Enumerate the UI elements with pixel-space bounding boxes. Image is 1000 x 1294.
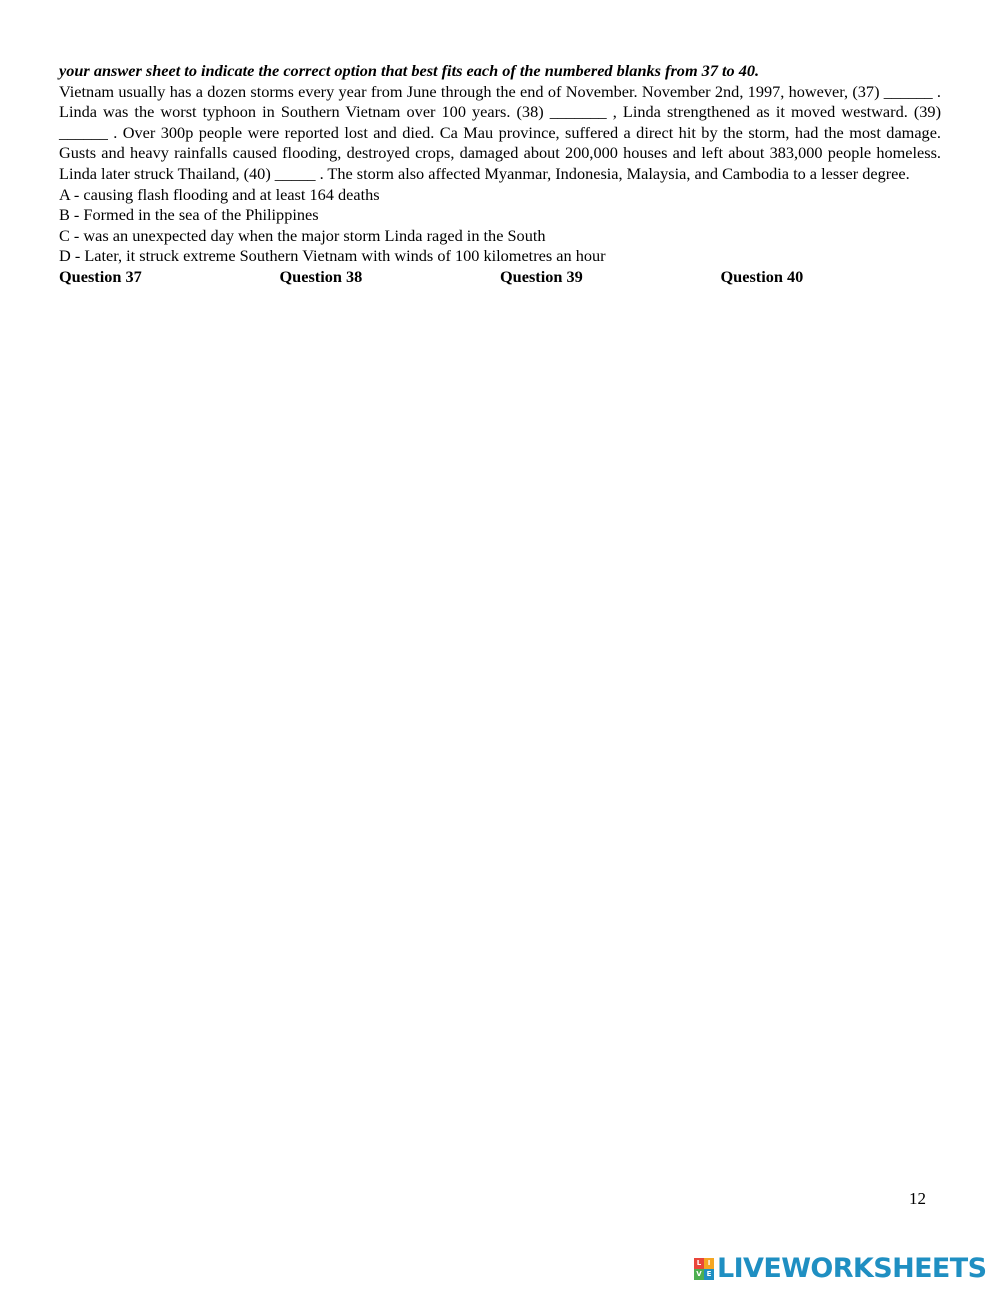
instruction-text: your answer sheet to indicate the correct option that best fits each of the numbered blanks from 37 to 40. xyxy=(59,61,760,80)
option-c: C - was an unexpected day when the major storm Linda raged in the South xyxy=(59,225,546,245)
question-38-label: Question 38 xyxy=(279,266,363,286)
page-number: 12 xyxy=(909,1189,926,1208)
liveworksheets-logo xyxy=(694,1255,986,1283)
question-39-label: Question 39 xyxy=(500,266,583,286)
answer-options xyxy=(59,185,941,267)
question-row xyxy=(59,267,941,288)
option-a: A - causing flash flooding and at least 164 deaths xyxy=(59,184,380,204)
question-37-label: Question 37 xyxy=(59,266,142,286)
logo-text: LIVEWORKSHEETS xyxy=(717,1253,987,1284)
logo-letter-l: L xyxy=(694,1258,704,1269)
logo-mark-icon xyxy=(694,1258,714,1280)
option-b: B - Formed in the sea of the Philippines xyxy=(59,205,319,225)
logo-letter-e: E xyxy=(704,1269,714,1280)
logo-letter-v: V xyxy=(694,1269,704,1280)
question-40-label: Question 40 xyxy=(720,266,804,286)
logo-letter-i: I xyxy=(704,1258,714,1269)
option-d: D - Later, it struck extreme Southern Vietnam with winds of 100 kilometres an hour xyxy=(59,246,606,266)
worksheet-content xyxy=(59,61,941,288)
reading-passage: Vietnam usually has a dozen storms every year from June through the end of November. November 2nd, 1997, however, (37) ______ . Linda was the worst typhoon in Southern Vietnam over 100 years. (38) _______ , Linda strengthened as it moved westward. (39) ______ . Over 300p people were reported lost and died. Ca Mau province, suffered a direct hit by the storm, had the most damage. Gusts and heavy rainfalls caused flooding, destroyed crops, damaged about 200,000 houses and left about 383,000 people homeless. Linda later struck Thailand, (40) _____ . The storm also affected Myanmar, Indonesia, Malaysia, and Cambodia to a lesser degree. xyxy=(59,81,941,183)
